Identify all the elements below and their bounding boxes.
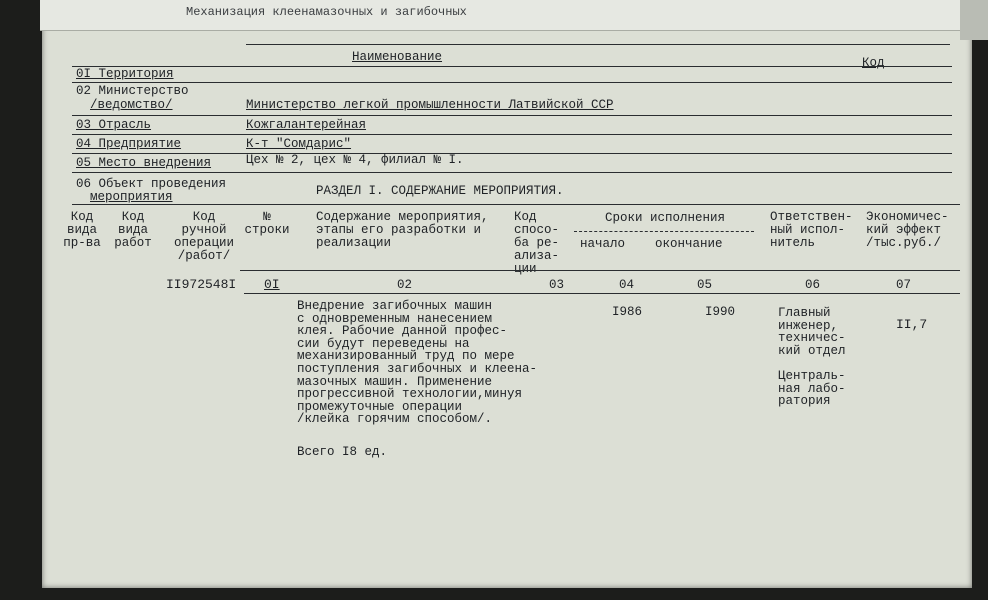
rule [240,270,960,271]
economic-effect: II,7 [896,317,928,332]
responsible-executor: Главный инженер, техничес- кий отдел [778,306,846,358]
rule [72,153,952,154]
end-year: I990 [705,305,736,319]
col-number: 07 [896,278,912,292]
industry-value: Кожгалантерейная [246,118,367,132]
name-heading: Наименование [352,50,443,64]
row-number: 0I [264,277,280,292]
ministry-label-1: 02 Министерство [76,84,189,98]
rule [72,204,960,205]
code-heading: Код [862,56,885,70]
place-label: 05 Место внедрения [76,156,212,170]
ministry-label-2: /ведомство/ [90,98,173,112]
col-number: 02 [397,278,413,292]
header-prod-type: Код вида пр-ва [63,210,101,250]
header-effect: Экономичес- кий эффект /тыс.руб./ [866,210,949,250]
terms-divider [574,231,754,232]
rule [72,172,952,173]
rule [72,134,952,135]
industry-label: 03 Отрасль [76,118,152,132]
ministry-value: Министерство легкой промышленности Латвийской ССР [246,98,614,112]
territory-label: 0I Территория [76,67,174,81]
section-title: РАЗДЕЛ I. СОДЕРЖАНИЕ МЕРОПРИЯТИЯ. [316,184,564,198]
header-end: окончание [655,237,723,251]
header-terms: Сроки исполнения [604,211,726,225]
header-op-code: Код ручной операции /работ/ [173,210,234,263]
rule [72,66,952,67]
responsible-executor-2: Централь- ная лабо- ратория [778,369,846,409]
header-method: Код спосо- ба ре- ализа- ции [514,210,560,276]
page-edge [960,0,988,40]
col-number: 04 [619,278,635,292]
measure-content: Внедрение загибочных машин с одновременным нанесением клея. Рабочие данной профес- сии будут переведены на механизированный труд по мере поступления загибочных и клеена- мазочных машин. Применение прогрессивной технологии,минуя промежуточные операции /клейка горячим способом/. [297,299,538,427]
header-row-no: № строки [244,210,290,237]
start-year: I986 [612,305,643,319]
col-number: 06 [805,278,821,292]
object-label-1: 06 Объект проведения [76,177,227,191]
header-start: начало [580,237,626,251]
col-number: 05 [697,278,713,292]
col-number: 03 [549,278,565,292]
rule [244,293,960,294]
rule [72,115,952,116]
measure-total: Всего I8 ед. [297,445,388,459]
header-responsible: Ответствен- ный испол- нитель [770,210,853,250]
rule [246,44,950,45]
header-work-type: Код вида работ [114,210,152,250]
header-content: Содержание мероприятия, этапы его разработки и реализации [316,210,489,250]
enterprise-label: 04 Предприятие [76,137,182,151]
top-strip [40,0,960,31]
operation-code: II972548I [166,277,237,292]
place-value: Цех № 2, цех № 4, филиал № I. [246,153,464,167]
rule [72,82,952,83]
object-label-2: мероприятия [90,190,173,204]
enterprise-value: К-т "Сомдарис" [246,137,352,151]
top-strip-text: Механизация клеенамазочных и загибочных [186,5,467,19]
